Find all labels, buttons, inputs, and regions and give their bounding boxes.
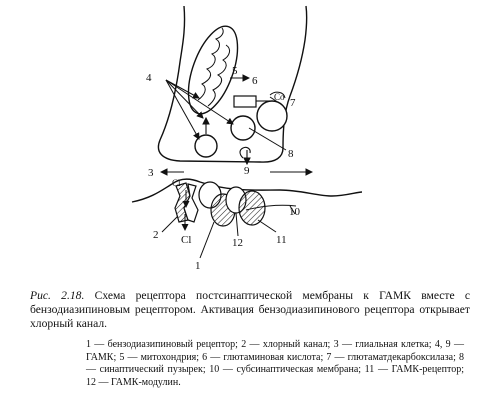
label-4: 4 — [146, 72, 152, 84]
label-co: Co — [274, 92, 285, 102]
gaba-receptor-complex — [199, 182, 265, 226]
label-1: 1 — [195, 260, 201, 272]
label-12: 12 — [232, 237, 243, 249]
label-6: 6 — [252, 75, 258, 87]
label-3: 3 — [148, 167, 154, 179]
label-cl-top: Cl — [172, 178, 181, 188]
label-7: 7 — [290, 97, 296, 109]
label-10: 10 — [289, 206, 300, 218]
synaptic-vesicle — [231, 116, 255, 140]
figure-legend: 1 — бензодиазипиновый рецептор; 2 — хлорный канал; 3 — глиальная клетка; 4, 9 — ГАМК; 5 — митохондрия; 6 — глютаминовая кислота; 7 — глютаматдекарбоксилаза; 8 — синаптический пузырек; 10 — субсинаптическая мембрана; 11 — ГАМК-рецептор; 12 — ГАМК-модулин. — [86, 339, 464, 388]
figure-label: Рис. 2.18. — [30, 289, 85, 302]
figure-caption — [30, 289, 470, 331]
label-5: 5 — [232, 65, 238, 77]
caption-text: Схема рецептора постсинаптической мембраны к ГАМК вместе с бензодиазипиновым рецептором. Активация бензодиазипинового рецептора открывает хлорный канал. — [30, 289, 471, 330]
label-2: 2 — [153, 229, 159, 241]
label-11: 11 — [276, 234, 287, 246]
label-8: 8 — [288, 148, 294, 160]
label-cl-bottom: Cl — [181, 234, 192, 246]
synaptic-vesicle — [257, 101, 287, 131]
glutamate-decarboxylase-box — [234, 96, 256, 107]
label-9: 9 — [244, 165, 250, 177]
